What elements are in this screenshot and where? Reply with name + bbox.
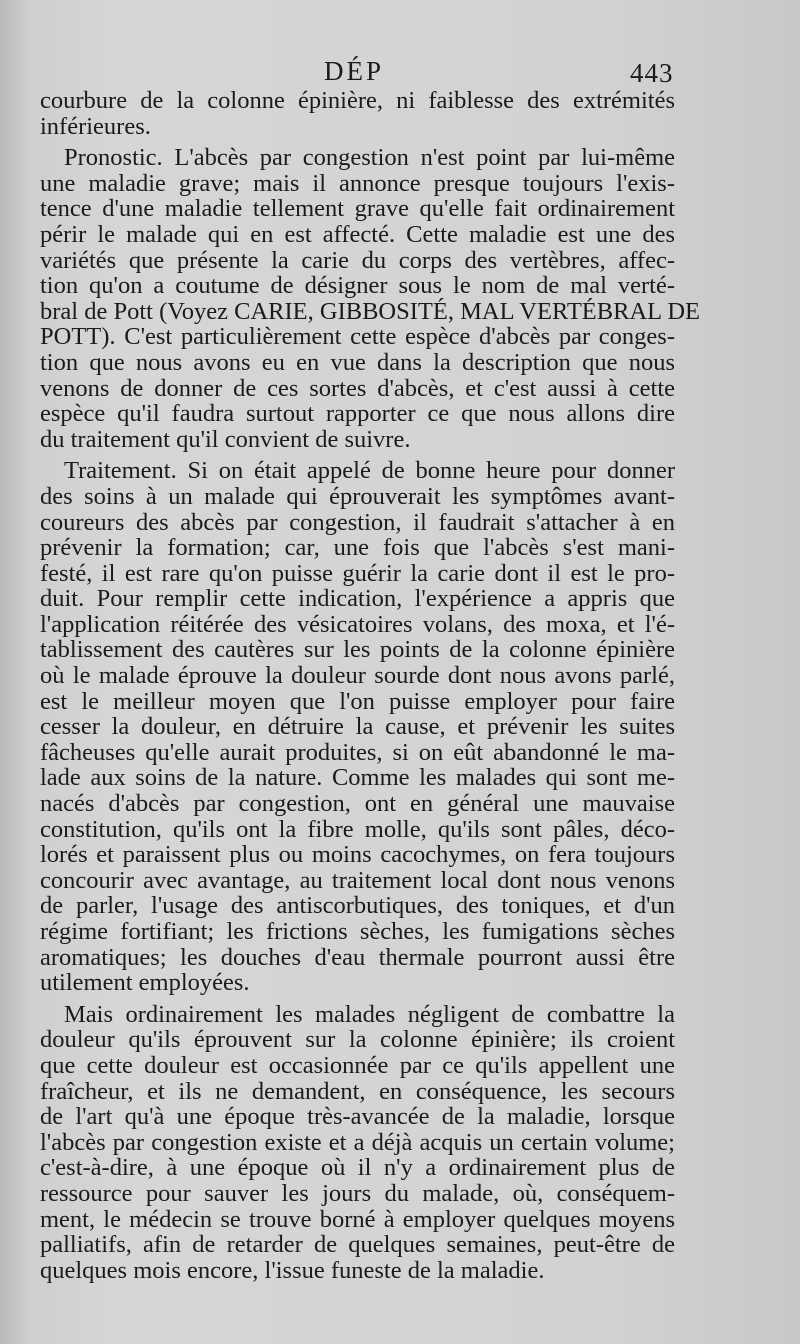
text-line: fraîcheur, et ils ne demandent, en conséquence, les secours	[40, 1077, 675, 1105]
text-line: Traitement. Si on était appelé de bonne heure pour donner	[64, 457, 675, 485]
text-line: quelques mois encore, l'issue funeste de la maladie.	[40, 1256, 545, 1284]
text-line: fâcheuses qu'elle aurait produites, si on eût abandonné le ma-	[40, 738, 675, 766]
text-line: POTT). C'est particulièrement cette espèce d'abcès par conges-	[40, 323, 675, 351]
text-line: bral de Pott (Voyez CARIE, GIBBOSITÉ, MAL VERTÉBRAL DE	[40, 297, 700, 325]
text-line: une maladie grave; mais il annonce presque toujours l'exis-	[40, 169, 675, 197]
text-line: venons de donner de ces sortes d'abcès, et c'est aussi à cette	[40, 374, 675, 402]
text-line: concourir avec avantage, au traitement local dont nous venons	[40, 866, 675, 894]
text-line: l'application réitérée des vésicatoires volans, des moxa, et l'é-	[40, 610, 675, 638]
text-line: tence d'une maladie tellement grave qu'elle fait ordinairement	[40, 195, 675, 223]
text-line: variétés que présente la carie du corps des vertèbres, affec-	[40, 246, 675, 274]
text-line: périr le malade qui en est affecté. Cette maladie est une des	[40, 220, 675, 248]
text-line: du traitement qu'il convient de suivre.	[40, 425, 411, 453]
page-number: 443	[630, 58, 674, 88]
text-line: nacés d'abcès par congestion, ont en général une mauvaise	[40, 790, 675, 818]
text-line: Mais ordinairement les malades négligent de combattre la	[64, 1000, 675, 1028]
text-line: prévenir la formation; car, une fois que l'abcès s'est mani-	[40, 534, 675, 562]
text-line: ment, le médecin se trouve borné à employer quelques moyens	[40, 1205, 675, 1233]
running-head: DÉP	[324, 56, 385, 86]
text-line: ressource pour sauver les jours du malade, où, conséquem-	[40, 1179, 675, 1207]
text-line: où le malade éprouve la douleur sourde dont nous avons parlé,	[40, 662, 675, 690]
text-line: lade aux soins de la nature. Comme les malades qui sont me-	[40, 764, 675, 792]
body-text	[40, 87, 700, 1284]
text-line: c'est-à-dire, à une époque où il n'y a ordinairement plus de	[40, 1154, 675, 1182]
text-line: des soins à un malade qui éprouverait les symptômes avant-	[40, 482, 675, 510]
text-line: courbure de la colonne épinière, ni faiblesse des extrémités	[40, 87, 675, 114]
text-line: l'abcès par congestion existe et a déjà acquis un certain volume;	[40, 1128, 675, 1156]
text-line: coureurs des abcès par congestion, il faudrait s'attacher à en	[40, 508, 675, 536]
text-line: lorés et paraissent plus ou moins cacochymes, on fera toujours	[40, 841, 675, 869]
text-line: duit. Pour remplir cette indication, l'expérience a appris que	[40, 585, 675, 613]
text-line: cesser la douleur, en détruire la cause, et prévenir les suites	[40, 713, 675, 741]
text-line: de parler, l'usage des antiscorbutiques, des toniques, et d'un	[40, 892, 675, 920]
text-line: inférieures.	[40, 112, 151, 140]
text-line: espèce qu'il faudra surtout rapporter ce que nous allons dire	[40, 400, 675, 428]
text-line: régime fortifiant; les frictions sèches, les fumigations sèches	[40, 918, 675, 945]
text-line: aromatiques; les douches d'eau thermale pourront aussi être	[40, 943, 675, 971]
text-line: utilement employées.	[40, 969, 250, 997]
text-line: douleur qu'ils éprouvent sur la colonne épinière; ils croient	[40, 1026, 675, 1054]
text-line: Pronostic. L'abcès par congestion n'est point par lui-même	[64, 144, 675, 172]
text-line: festé, il est rare qu'on puisse guérir la carie dont il est le pro-	[40, 559, 675, 587]
text-line: de l'art qu'à une époque très-avancée de la maladie, lorsque	[40, 1103, 675, 1131]
text-line: palliatifs, afin de retarder de quelques semaines, peut-être de	[40, 1231, 675, 1259]
text-line: constitution, qu'ils ont la fibre molle, qu'ils sont pâles, déco-	[40, 815, 675, 843]
text-line: est le meilleur moyen que l'on puisse employer pour faire	[40, 687, 675, 715]
text-line: tablissement des cautères sur les points de la colonne épinière	[40, 636, 675, 664]
text-line: que cette douleur est occasionnée par ce qu'ils appellent une	[40, 1051, 675, 1079]
text-line: tion que nous avons eu en vue dans la description que nous	[40, 348, 675, 376]
text-line: tion qu'on a coutume de désigner sous le nom de mal verté-	[40, 272, 675, 300]
